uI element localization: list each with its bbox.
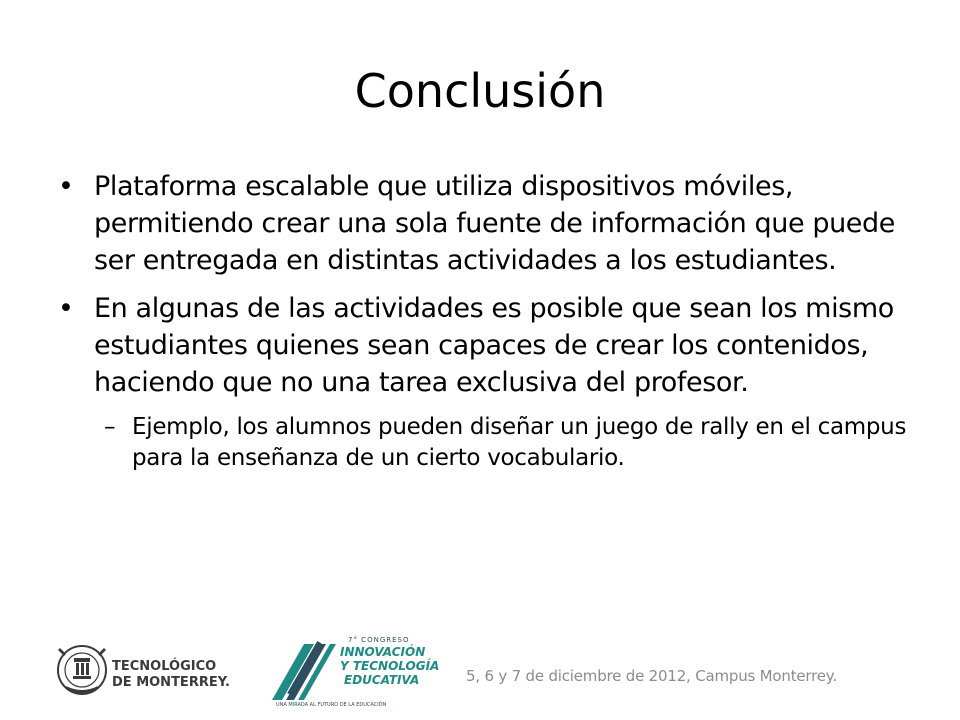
sub-bullet-marker: – [104,414,116,440]
slide-body [48,168,928,474]
congreso-innovacion-logo [264,630,444,710]
congreso-logo-line-2: INNOVACIÓN [340,645,426,659]
bullet-text: En algunas de las actividades es posible que sean los mismo estudiantes quienes sean capaces de crear los contenidos, haciendo que no una tarea exclusiva del profesor. [94,293,894,398]
bullet-marker: • [58,171,74,202]
congreso-logo-line-4: EDUCATIVA [344,673,420,687]
congreso-logo-line-1: 7° CONGRESO [348,636,410,644]
slide-title: Conclusión [354,64,606,118]
footer-date-location: 5, 6 y 7 de diciembre de 2012, Campus Monterrey. [466,667,837,685]
tec-de-monterrey-logo [52,628,232,708]
tec-logo-line-1: TECNOLÓGICO [112,659,217,674]
bullet-marker: • [58,293,74,324]
bullet-item [48,290,928,401]
bullet-text: Plataforma escalable que utiliza dispositivos móviles, permitiendo crear una sola fuente de información que puede ser entregada en distintas actividades a los estudiantes. [94,171,895,276]
congreso-logo-tagline: UNA MIRADA AL FUTURO DE LA EDUCACIÓN [276,702,387,708]
bullet-item [48,168,928,279]
congreso-logo-line-3: Y TECNOLOGÍA [340,659,440,673]
sub-bullet-text: Ejemplo, los alumnos pueden diseñar un juego de rally en el campus para la enseñanza de un cierto vocabulario. [132,414,907,471]
tec-logo-line-2: DE MONTERREY. [112,675,230,690]
sub-bullet-item [48,412,928,474]
